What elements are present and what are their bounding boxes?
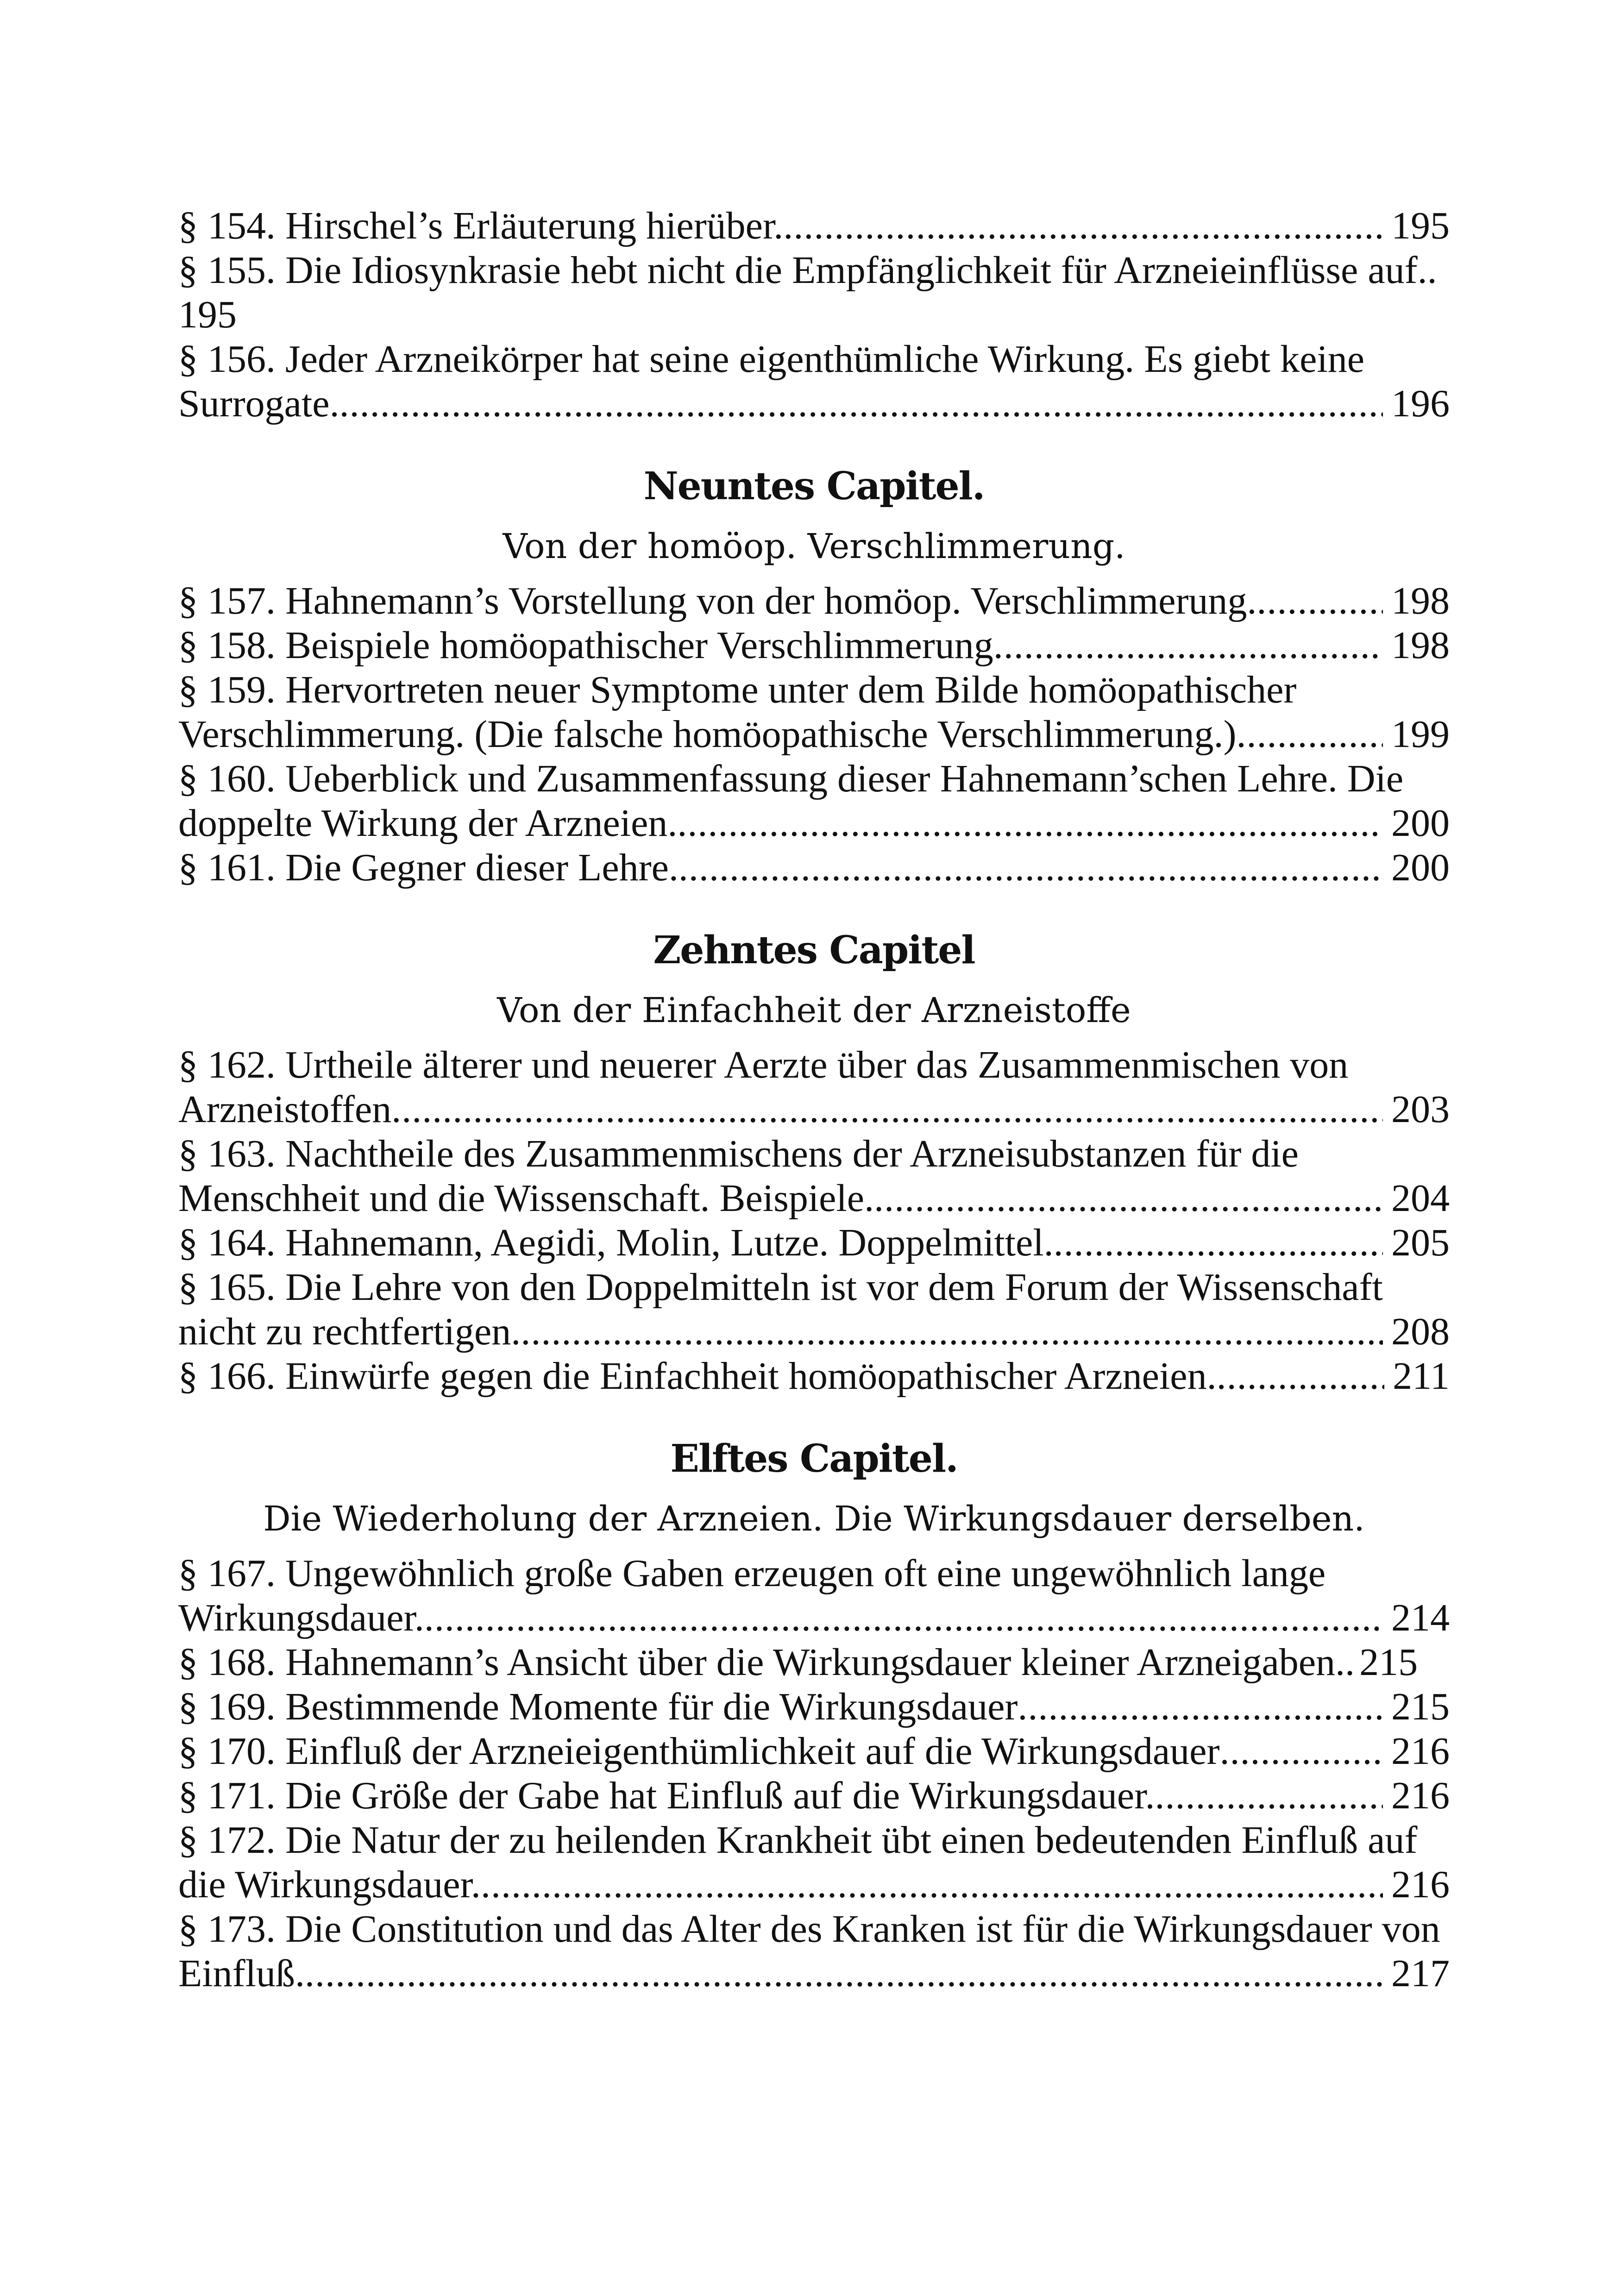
dot-leader <box>679 846 1383 890</box>
page-number: 208 <box>1391 1310 1450 1353</box>
entry-text: § 172. Die Natur der zu heilenden Krankheit übt einen bedeutenden Einfluß auf <box>178 1819 1418 1862</box>
entry-text-continued: Verschlimmerung. (Die falsche homöopathische Verschlimmerung.) <box>178 713 1237 756</box>
page-number: 216 <box>1391 1774 1450 1817</box>
chapter-subtitle: Von der homöop. Verschlimmerung. <box>503 527 1125 566</box>
page-number: 199 <box>1391 713 1450 756</box>
entry-text: § 168. Hahnemann’s Ansicht über die Wirkungsdauer kleiner Arzneigaben.. <box>178 1641 1355 1684</box>
entry-text: § 167. Ungewöhnlich große Gaben erzeugen oft eine ungewöhnlich lange <box>178 1552 1326 1595</box>
toc-entry-158 <box>178 623 1450 668</box>
toc-entry-156 <box>178 337 1450 426</box>
page-number: 203 <box>1391 1088 1450 1131</box>
toc-entry-171 <box>178 1774 1450 1818</box>
toc-entry-159 <box>178 668 1450 757</box>
chapter-subtitle: Von der Einfachheit der Arzneistoffe <box>497 991 1131 1030</box>
entry-text: § 170. Einfluß der Arzneieigenthümlichkeit auf die Wirkungsdauer <box>178 1730 1220 1773</box>
toc-entry-168 <box>178 1640 1450 1685</box>
entry-text: § 160. Ueberblick und Zusammenfassung dieser Hahnemann’schen Lehre. Die <box>178 757 1404 800</box>
page-number: 216 <box>1391 1863 1450 1906</box>
toc-entry-173 <box>178 1907 1450 1996</box>
chapter-title: Elftes Capitel. <box>670 1437 958 1481</box>
entry-text: § 169. Bestimmende Momente für die Wirkungsdauer <box>178 1685 1018 1728</box>
entry-text: § 165. Die Lehre von den Doppelmitteln ist vor dem Forum der Wissenschaft <box>178 1266 1383 1309</box>
entry-text-continued: Arzneistoffen <box>178 1088 392 1131</box>
page-number: 200 <box>1391 846 1450 889</box>
entry-text-continued: Einfluß. <box>178 1952 305 1995</box>
page-number: 215 <box>1359 1641 1418 1684</box>
dot-leader <box>391 1087 1383 1132</box>
dot-leader <box>305 1951 1383 1996</box>
page-number: 205 <box>1391 1221 1450 1264</box>
page-number: 198 <box>1391 624 1450 667</box>
chapter-title: Zehntes Capitel <box>653 928 975 972</box>
toc-entry-164 <box>178 1221 1450 1265</box>
dot-leader <box>1054 1221 1383 1265</box>
entry-text-continued: doppelte Wirkung der Arzneien. <box>178 802 678 845</box>
chapter-title: Neuntes Capitel. <box>643 464 985 508</box>
entry-text: § 157. Hahnemann’s Vorstellung von der homöop. Verschlimmerung. <box>178 579 1257 622</box>
entry-text: § 158. Beispiele homöopathischer Verschlimmerung <box>178 624 993 667</box>
dot-leader <box>339 382 1383 426</box>
toc-entry-161 <box>178 846 1450 890</box>
toc-entry-160 <box>178 757 1450 846</box>
dot-leader <box>521 1310 1383 1354</box>
entry-text: § 163. Nachtheile des Zusammenmischens der Arzneisubstanzen für die <box>178 1132 1299 1175</box>
dot-leader <box>1219 1729 1383 1774</box>
dot-leader <box>874 1176 1383 1221</box>
page-number: 204 <box>1391 1177 1450 1220</box>
page-number: 217 <box>1391 1952 1450 1995</box>
dot-leader <box>783 204 1383 248</box>
dot-leader <box>1217 1354 1385 1399</box>
entry-text-continued: die Wirkungsdauer. <box>178 1863 481 1906</box>
page-number: 215 <box>1391 1685 1450 1728</box>
entry-text-continued: nicht zu rechtfertigen. <box>178 1310 521 1353</box>
entry-text: § 159. Hervortreten neuer Symptome unter dem Bilde homöopathischer <box>178 668 1297 711</box>
toc-entry-157 <box>178 579 1450 623</box>
toc-entry-166 <box>178 1354 1450 1399</box>
entry-text: § 154. Hirschel’s Erläuterung hierüber. <box>178 204 784 247</box>
toc-entry-172 <box>178 1818 1450 1907</box>
entry-text-continued: Menschheit und die Wissenschaft. Beispiele. <box>178 1177 874 1220</box>
entry-text: § 161. Die Gegner dieser Lehre. <box>178 846 679 889</box>
entry-text: § 171. Die Größe der Gabe hat Einfluß auf die Wirkungsdauer. <box>178 1774 1155 1817</box>
entry-text: § 166. Einwürfe gegen die Einfachheit homöopathischer Arzneien. <box>178 1355 1217 1398</box>
entry-text-continued: Wirkungsdauer. <box>178 1596 424 1639</box>
entry-text: § 155. Die Idiosynkrasie hebt nicht die Empfänglichkeit für Arzneieinflüsse auf.. <box>178 249 1437 292</box>
entry-text: § 173. Die Constitution und das Alter des Kranken ist für die Wirkungsdauer von <box>178 1907 1440 1951</box>
page-number: 198 <box>1391 579 1450 622</box>
page-number: 216 <box>1391 1730 1450 1773</box>
dot-leader <box>424 1596 1383 1640</box>
page-number: 196 <box>1391 382 1450 425</box>
page-number: 195 <box>1391 204 1450 247</box>
dot-leader <box>1018 1685 1383 1729</box>
toc-entry-154 <box>178 204 1450 248</box>
page-number: 211 <box>1393 1355 1450 1398</box>
table-of-contents <box>178 204 1450 1996</box>
toc-entry-155 <box>178 248 1450 337</box>
toc-entry-165 <box>178 1265 1450 1354</box>
entry-text-continued: Surrogate. <box>178 382 339 425</box>
toc-entry-169 <box>178 1685 1450 1729</box>
toc-entry-162 <box>178 1043 1450 1132</box>
dot-leader <box>993 623 1383 668</box>
toc-entry-163 <box>178 1132 1450 1221</box>
dot-leader <box>481 1863 1383 1907</box>
chapter-subtitle: Die Wiederholung der Arzneien. Die Wirkungsdauer derselben. <box>263 1499 1365 1539</box>
toc-entry-170 <box>178 1729 1450 1774</box>
dot-leader <box>677 801 1383 846</box>
dot-leader <box>1257 579 1383 623</box>
page-number: 200 <box>1391 802 1450 845</box>
toc-entry-167 <box>178 1551 1450 1640</box>
dot-leader <box>1155 1774 1383 1818</box>
dot-leader <box>1237 712 1383 757</box>
entry-text: § 164. Hahnemann, Aegidi, Molin, Lutze. Doppelmittel. <box>178 1221 1054 1264</box>
entry-text: § 156. Jeder Arzneikörper hat seine eigenthümliche Wirkung. Es giebt keine <box>178 338 1364 381</box>
page-number: 195 <box>178 293 237 336</box>
page-number: 214 <box>1391 1596 1450 1639</box>
entry-text: § 162. Urtheile älterer und neuerer Aerzte über das Zusammenmischen von <box>178 1043 1349 1086</box>
